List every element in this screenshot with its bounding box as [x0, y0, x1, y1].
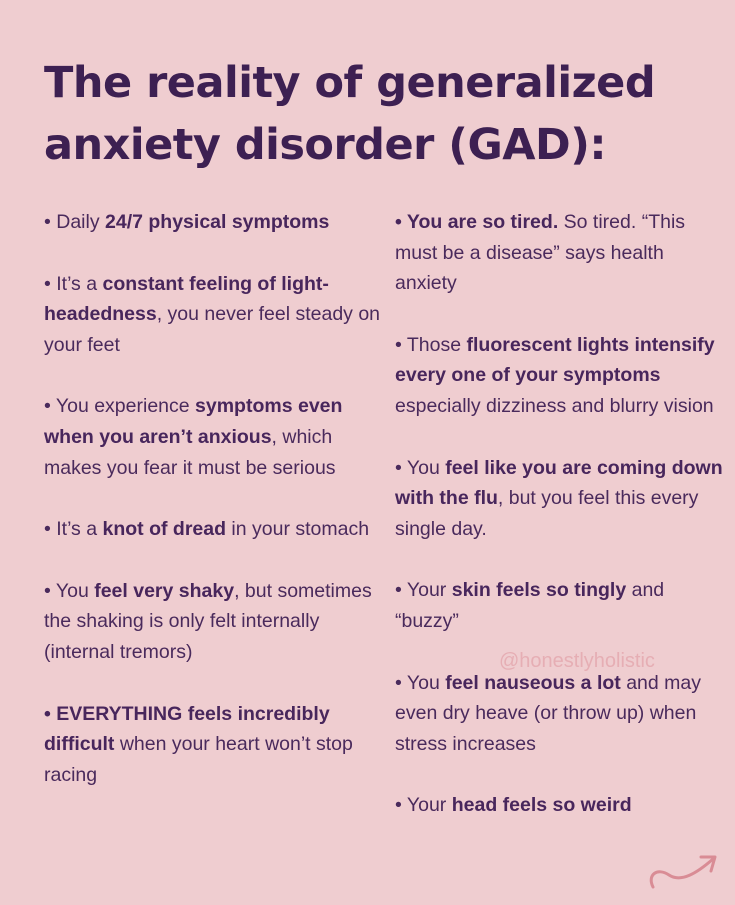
list-item — [44, 269, 384, 361]
body-text: and may even dry heave (or throw up) when stress increases — [395, 671, 701, 755]
body-text: • You — [44, 579, 95, 602]
emphasis-text: skin feels so tingly — [451, 579, 627, 602]
body-text: especially dizziness and blurry vision — [395, 394, 714, 417]
body-text: and “buzzy” — [395, 579, 665, 632]
emphasis-text: feel very shaky — [94, 579, 235, 602]
body-text: in your stomach — [226, 518, 370, 541]
list-item — [395, 207, 725, 299]
emphasis-text: • You are so tired. — [395, 211, 559, 233]
emphasis-text: constant feeling of light-headedness — [44, 272, 329, 326]
emphasis-text: symptoms even when you aren’t anxious — [44, 395, 343, 448]
body-text: • Your — [395, 794, 452, 817]
list-item — [44, 699, 384, 791]
list-item — [44, 207, 384, 238]
page-title: The reality of generalized anxiety disorder (GAD): — [44, 58, 656, 170]
list-item — [395, 668, 725, 760]
list-item — [395, 453, 725, 545]
right-column — [395, 207, 725, 821]
emphasis-text: • EVERYTHING feels incredibly difficult — [44, 702, 330, 756]
list-item — [395, 790, 725, 821]
emphasis-text: knot of dread — [102, 518, 227, 541]
emphasis-text: feel like you are coming down with the flu — [395, 456, 723, 510]
body-text: • It’s a — [44, 272, 103, 295]
body-text: • Daily — [44, 211, 106, 233]
body-text: • Those — [395, 333, 467, 356]
body-text: , you never feel steady on your feet — [44, 303, 381, 356]
body-text: • You — [395, 671, 446, 694]
curved-arrow-icon — [645, 845, 725, 900]
body-text: • Your — [395, 579, 452, 602]
body-text: • You experience — [44, 395, 196, 418]
list-item — [44, 514, 384, 545]
emphasis-text: head feels so weird — [451, 794, 632, 817]
emphasis-text: feel nauseous a lot — [445, 671, 621, 694]
body-text: • You — [395, 456, 446, 479]
body-text: , but sometimes the shaking is only felt internally (internal tremors) — [44, 579, 372, 663]
list-item — [395, 575, 725, 636]
body-text: So tired. “This must be a disease” says health anxiety — [395, 211, 686, 295]
body-text: when your heart won’t stop racing — [44, 733, 353, 786]
list-item — [44, 576, 384, 668]
emphasis-text: 24/7 physical symptoms — [105, 211, 330, 233]
body-text: • It’s a — [44, 518, 103, 541]
emphasis-text: fluorescent lights intensify every one of your symptoms — [395, 333, 715, 387]
list-item — [44, 391, 384, 483]
body-text: , which makes you fear it must be serious — [44, 425, 336, 479]
left-column — [44, 207, 384, 790]
watermark: @honestlyholistic — [499, 650, 655, 672]
list-item — [395, 330, 725, 422]
body-text: , but you feel this every single day. — [395, 487, 699, 540]
